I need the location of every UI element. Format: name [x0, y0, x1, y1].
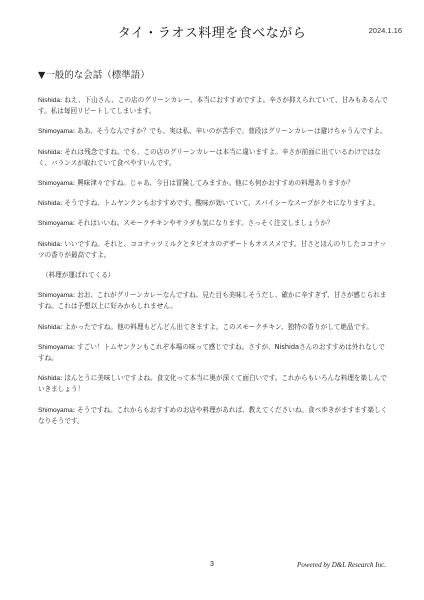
dialogue-line: Nishida: ほんとうに美味しいですよね。食文化って本当に奥が深くて面白いです。これからもいろんな料理を楽しんでいきましょう！: [38, 374, 387, 394]
dialogue-line: Nishida: ねえ、下山さん、この店のグリーンカレー、本当におすすめですよ。辛さが抑えられていて、甘みもあるんです。私は毎回リピートしてしまいます。: [38, 96, 388, 116]
speaker-name: Shimoyama: [38, 220, 73, 228]
powered-by-credit: Powered by D&L Research Inc.: [297, 561, 386, 569]
dialogue-line: Nishida: よかったですね。他の料理もどんどん出てきますよ。このスモークチキン、独特の香りがして絶品です。: [38, 322, 373, 331]
stage-direction: （料理が運ばれてくる）: [42, 271, 115, 280]
speaker-name: Nishida: [38, 148, 60, 156]
dialogue-line: Nishida: いいですね。それと、ココナッツミルクとタピオカのデザートもオススメです。甘さとほんのりしたココナッツの香りが最高ですよ。: [38, 239, 387, 259]
section-heading: ▼一般的な会話（標準語）: [38, 70, 150, 81]
speaker-name: Nishida: [38, 240, 60, 248]
dialogue-text: おお、これがグリーンカレーなんですね。見た目も美味しそうだし、確かに辛すぎず、甘さが感じられますね。これは予想以上に好みかもしれません。: [38, 291, 387, 311]
dialogue-text: そうですね、トムヤンクンもおすすめです。酸味が効いていて、スパイシーなスープがクセになりますよ。: [64, 199, 380, 208]
dialogue-line: Shimoyama: 興味津々ですね。じゃあ、今日は冒険してみますか。他にも何かおすすめの料理ありますか？: [38, 179, 354, 188]
dialogue-line: Shimoyama: それはいいね。スモークチキンやサラダも気になります。さっそく注文しましょうか？: [38, 219, 334, 228]
dialogue-text: よかったですね。他の料理もどんどん出てきますよ。このスモークチキン、独特の香りがして絶品です。: [64, 322, 373, 331]
dialogue-body: [38, 95, 390, 436]
dialogue-line: Shimoyama: そうですね。これからもおすすめのお店や料理があれば、教えてくださいね。食べ歩きがますます楽しくなりそうです。: [38, 405, 388, 425]
dialogue-text: それはいいね。スモークチキンやサラダも気になります。さっそく注文しましょうか？: [77, 219, 334, 228]
dialogue-line: Nishida: そうですね、トムヤンクンもおすすめです。酸味が効いていて、スパイシーなスープがクセになりますよ。: [38, 199, 380, 208]
dialogue-text: すごい！トムヤンクンもこれぞ本場の味って感じですね。さすが、Nishidaさんのおすすめは外れなしですね。: [38, 342, 385, 363]
speaker-name: Shimoyama: [38, 406, 73, 414]
speaker-name: Nishida: [38, 375, 60, 383]
dialogue-line: Shimoyama: ああ、そうなんですか？でも、実は私、辛いのが苦手で、普段はグリーンカレーは避けちゃうんですよ。: [38, 127, 387, 136]
speaker-name: Nishida: [38, 323, 60, 331]
dialogue-text: それは残念ですね。でも、この店のグリーンカレーは本当に違いますよ。辛さが前面に出ているわけではなく、バランスが取れていて食べやすいんです。: [38, 147, 381, 167]
speaker-name: Shimoyama: [38, 180, 73, 188]
dialogue-line: Shimoyama: すごい！トムヤンクンもこれぞ本場の味って感じですね。さすが、Nishidaさんのおすすめは外れなしですね。: [38, 342, 385, 363]
speaker-name: Shimoyama: [38, 343, 73, 351]
page-date: 2024.1.16: [368, 26, 402, 35]
page-title: タイ・ラオス料理を食べながら: [117, 26, 307, 41]
page-number: 3: [210, 561, 214, 568]
speaker-name: Nishida: [38, 200, 60, 208]
dialogue-line: Nishida: それは残念ですね。でも、この店のグリーンカレーは本当に違いますよ。辛さが前面に出ているわけではなく、バランスが取れていて食べやすいんです。: [38, 147, 381, 167]
dialogue-text: ねえ、下山さん、この店のグリーンカレー、本当におすすめですよ。辛さが抑えられていて、甘みもあるんです。私は毎回リピートしてしまいます。: [38, 96, 388, 116]
dialogue-text: いいですね。それと、ココナッツミルクとタピオカのデザートもオススメです。甘さとほんのりしたココナッツの香りが最高ですよ。: [38, 239, 387, 259]
dialogue-text: ほんとうに美味しいですよね。食文化って本当に奥が深くて面白いです。これからもいろんな料理を楽しんでいきましょう！: [38, 374, 387, 394]
speaker-name: Shimoyama: [38, 292, 73, 300]
dialogue-line: Shimoyama: おお、これがグリーンカレーなんですね。見た目も美味しそうだし、確かに辛すぎず、甘さが感じられますね。これは予想以上に好みかもしれません。: [38, 291, 387, 311]
dialogue-text: 興味津々ですね。じゃあ、今日は冒険してみますか。他にも何かおすすめの料理ありますか？: [77, 179, 354, 188]
dialogue-text: ああ、そうなんですか？でも、実は私、辛いのが苦手で、普段はグリーンカレーは避けちゃうんですよ。: [77, 127, 387, 136]
speaker-name: Shimoyama: [38, 128, 73, 136]
speaker-name: Nishida: [38, 97, 60, 104]
dialogue-text: そうですね。これからもおすすめのお店や料理があれば、教えてくださいね。食べ歩きがますます楽しくなりそうです。: [38, 405, 388, 425]
